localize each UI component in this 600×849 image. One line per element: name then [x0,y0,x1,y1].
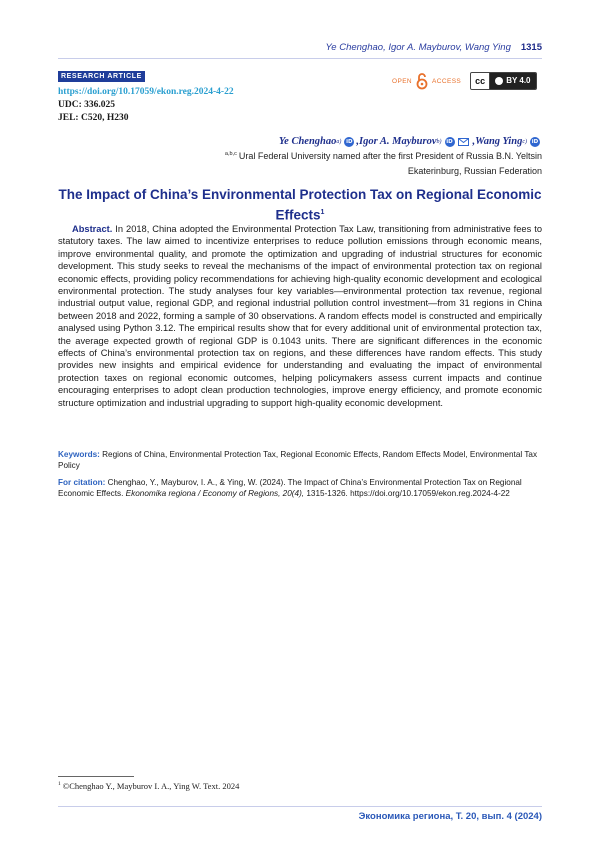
cc-license-badge[interactable] [470,72,536,90]
affiliation-line-1 [225,151,542,161]
open-access-block [392,72,537,90]
keywords [58,449,542,471]
doi-link[interactable]: https://doi.org/10.17059/ekon.reg.2024-4-22 [58,87,234,97]
orcid-icon[interactable]: iD [531,138,539,145]
footnote-divider [58,776,134,777]
affiliation-city: Ekaterinburg, Russian Federation [407,166,542,176]
footnote-mark: 1 [58,781,61,788]
author-name: Wang Ying [475,136,523,147]
citation-journal: Ekonomika regiona / Economy of Regions, 20(4), [125,489,305,498]
footnote [58,781,239,791]
title-text: The Impact of China’s Environmental Protection Tax on Regional Economic Effects [58,187,542,223]
cc-logo-icon: cc [471,73,490,89]
author-name: Igor A. Mayburov [359,136,437,147]
abstract [58,223,542,409]
author-list [279,136,542,147]
affiliation-sup: a,b,c [224,151,237,157]
author-sup: c) [522,138,527,145]
running-head-authors: Ye Chenghao, Igor A. Mayburov, Wang Ying [325,42,511,53]
abstract-text: In 2018, China adopted the Environmental Protection Tax Law, transitioning from administrative fees to statutory taxes. The law aimed to incentivize enterprises to reduce pollution emissions through economic means, improve environmental quality, and promote the optimization and upgrading of industrial structures for economic development. This study seeks to reveal the mechanisms of the impact of environmental protection tax on regional economic effects, providing policy recommendations for achieving high-quality economic development and ecological environmental protection. The study analyses four key variables—environmental protection tax revenue, regional industrial output value, regional GDP, and regional industrial pollution control investment—from 31 regions in China between 2018 and 2022, forming a sample of 30 observations. A random effects model is constructed and empirically analysed using Python 3.12. The empirical results show that for every additional unit of environmental protection tax, the average expected growth of regional GDP is 0.1043 units. There are significant differences in the economic effects of China’s environmental protection tax on regions, and these differences have random effects. This study provides new insights and empirical evidence for understanding and evaluating the impact of environmental protection taxes on regional economic outcomes, helping policymakers assess current impacts and continue encouraging enterprises to adopt clean production technologies, improve energy efficiency, and promote economic structure optimization and industrial upgrading to support high-quality economic development. [58,224,542,408]
open-label: OPEN [392,77,413,85]
access-label: ACCESS [432,77,462,85]
footnote-text: ©Chenghao Y., Mayburov I. A., Ying W. Text. 2024 [62,781,240,791]
attribution-person-icon [495,77,503,85]
article-title [58,186,542,225]
author-separator: , [472,136,476,147]
citation-pages-doi: 1315-1326. https://doi.org/10.17059/ekon.reg.2024-4-22 [306,489,510,498]
abstract-label: Abstract. [72,224,113,234]
citation-label: For citation: [58,478,106,487]
author-separator: , [356,136,360,147]
email-icon[interactable] [458,138,469,146]
open-access-lock-icon [415,72,429,90]
page-number: 1315 [520,42,542,53]
keywords-label: Keywords: [58,450,100,459]
footer-divider [58,806,542,807]
author-sup: b) [436,138,442,145]
affiliation-university: Ural Federal University named after the first President of Russia B.N. Yeltsin [238,151,542,161]
article-type-badge: RESEARCH ARTICLE [58,71,145,82]
license-text: BY 4.0 [506,76,531,85]
citation-text: Chenghao, Y., Mayburov, I. A., & Ying, W. (2024). The Impact of China’s Environmental Protection Tax on Regional Economic Effects. [58,478,522,498]
orcid-icon[interactable]: iD [346,138,353,145]
header-divider [58,58,542,59]
author-name: Ye Chenghao [278,136,337,147]
jel-code: JEL: C520, H230 [58,113,129,123]
title-footnote-mark[interactable]: 1 [320,209,325,216]
udc-code: UDC: 336.025 [58,100,115,110]
keywords-text: Regions of China, Environmental Protection Tax, Regional Economic Effects, Random Effects Model, Environmental Tax Policy [58,450,538,470]
citation [58,477,542,499]
journal-footer: Экономика региона, Т. 20, вып. 4 (2024) [358,811,542,822]
running-head [325,42,542,53]
orcid-icon[interactable]: iD [446,138,453,145]
author-sup: a) [336,138,342,145]
